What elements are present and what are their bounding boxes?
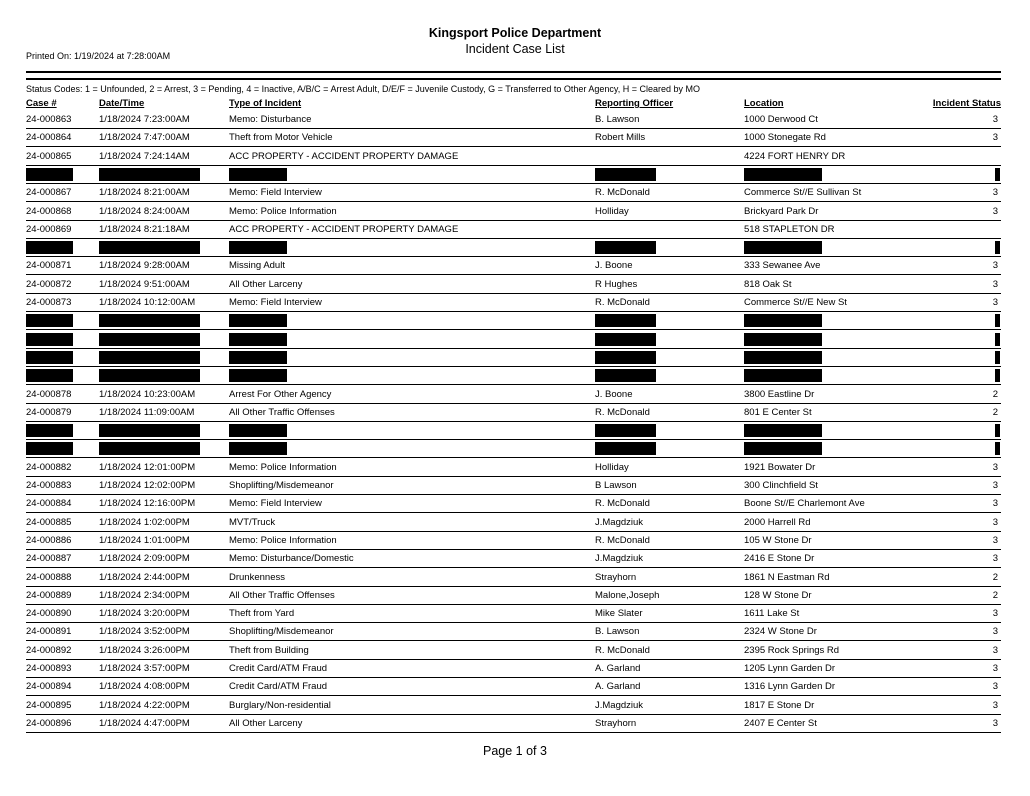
cell-type: Shoplifting/Misdemeanor [229, 626, 334, 638]
table-row [26, 532, 1001, 550]
column-header-officer: Reporting Officer [595, 98, 674, 109]
cell-status: 3 [992, 132, 998, 144]
redaction-bar [26, 369, 73, 382]
redaction-bar [595, 314, 656, 327]
cell-officer: A. Garland [595, 663, 641, 674]
status-codes-legend: Status Codes: 1 = Unfounded, 2 = Arrest, 3 = Pending, 4 = Inactive, A/B/C = Arrest Adult, D/E/F = Juvenile Custody, G = Transferred to Other Agency, H = Cleared by MO [26, 84, 701, 94]
cell-status: 3 [992, 644, 998, 656]
cell-case: 24-000893 [26, 663, 72, 674]
redaction-bar [595, 369, 656, 382]
table-row [26, 184, 1001, 202]
redaction-bar [229, 168, 287, 181]
redaction-bar [595, 442, 656, 455]
cell-officer: Mike Slater [595, 608, 643, 620]
cell-date: 1/18/2024 10:23:00AM [99, 388, 196, 400]
cell-status: 3 [992, 205, 998, 217]
redaction-bar [26, 424, 73, 437]
table-row [26, 111, 1001, 129]
redaction-bar [995, 369, 1000, 382]
cell-location: 518 STAPLETON DR [744, 223, 835, 235]
redaction-bar [26, 333, 73, 346]
cell-location: Boone St//E Charlemont Ave [744, 498, 865, 510]
redacted-row [26, 331, 1001, 349]
table-row [26, 697, 1001, 715]
cell-case: 24-000887 [26, 553, 72, 565]
cell-case: 24-000883 [26, 480, 72, 491]
cell-case: 24-000896 [26, 717, 72, 729]
cell-type: Burglary/Non-residential [229, 699, 331, 711]
redaction-bar [26, 442, 73, 455]
cell-type: Credit Card/ATM Fraud [229, 681, 328, 693]
cell-date: 1/18/2024 8:21:18AM [99, 223, 190, 235]
redaction-bar [229, 369, 287, 382]
redaction-bar [229, 424, 287, 437]
cell-status: 2 [992, 406, 998, 418]
cell-date: 1/18/2024 11:09:00AM [99, 406, 195, 418]
table-row [26, 276, 1001, 294]
header-divider-bottom [26, 78, 1001, 80]
cell-case: 24-000871 [26, 260, 72, 272]
cell-status: 3 [992, 553, 998, 565]
cell-location: 2416 E Stone Dr [744, 553, 815, 565]
cell-date: 1/18/2024 2:09:00PM [99, 553, 190, 565]
column-header-type: Type of Incident [229, 98, 302, 109]
cell-type: ACC PROPERTY - ACCIDENT PROPERTY DAMAGE [229, 223, 459, 235]
table-row [26, 550, 1001, 568]
redacted-row [26, 440, 1001, 458]
cell-location: 1611 Lake St [744, 608, 800, 620]
table-row [26, 660, 1001, 678]
cell-type: Arrest For Other Agency [229, 388, 332, 400]
cell-location: 2407 E Center St [744, 717, 817, 729]
cell-status: 3 [992, 114, 998, 125]
cell-status: 3 [992, 681, 998, 693]
cell-date: 1/18/2024 12:02:00PM [99, 480, 196, 491]
cell-status: 3 [992, 626, 998, 638]
redacted-row [26, 422, 1001, 440]
cell-case: 24-000889 [26, 589, 72, 601]
redaction-bar [595, 333, 656, 346]
redaction-bar [744, 333, 822, 346]
cell-type: Credit Card/ATM Fraud [229, 663, 328, 674]
cell-date: 1/18/2024 3:20:00PM [99, 608, 190, 620]
redaction-bar [595, 241, 656, 254]
cell-case: 24-000886 [26, 534, 72, 546]
redaction-bar [99, 369, 200, 382]
redaction-bar [229, 351, 287, 364]
cell-case: 24-000892 [26, 644, 72, 656]
redaction-bar [99, 168, 200, 181]
cell-location: 1000 Stonegate Rd [744, 132, 826, 144]
cell-officer: Holliday [595, 461, 629, 473]
cell-date: 1/18/2024 3:57:00PM [99, 663, 190, 674]
cell-case: 24-000888 [26, 571, 72, 583]
cell-type: Memo: Police Information [229, 205, 337, 217]
table-row [26, 221, 1001, 239]
redaction-bar [99, 333, 200, 346]
cell-date: 1/18/2024 2:34:00PM [99, 589, 190, 601]
cell-type: Theft from Motor Vehicle [229, 132, 333, 144]
table-row [26, 623, 1001, 641]
cell-officer: J. Boone [595, 388, 633, 400]
redaction-bar [995, 168, 1000, 181]
printed-on: Printed On: 1/19/2024 at 7:28:00AM [26, 51, 171, 61]
cell-date: 1/18/2024 4:08:00PM [99, 681, 190, 693]
cell-status: 2 [992, 571, 998, 583]
cell-location: 2000 Harrell Rd [744, 516, 811, 528]
cell-type: Theft from Yard [229, 608, 295, 620]
redacted-row [26, 367, 1001, 385]
cell-status: 3 [992, 187, 998, 199]
header-divider-top [26, 71, 1001, 73]
cell-status: 3 [992, 297, 998, 308]
redaction-bar [744, 314, 822, 327]
cell-location: 105 W Stone Dr [744, 534, 812, 546]
redaction-bar [595, 424, 656, 437]
cell-location: 818 Oak St [744, 278, 792, 290]
table-row [26, 257, 1001, 275]
redaction-bar [99, 442, 200, 455]
redaction-bar [99, 314, 200, 327]
cell-status: 2 [992, 589, 998, 601]
cell-location: 4224 FORT HENRY DR [744, 150, 846, 162]
redacted-row [26, 312, 1001, 330]
cell-type: Missing Adult [229, 260, 285, 272]
redaction-bar [744, 168, 822, 181]
cell-type: Memo: Police Information [229, 461, 337, 473]
redaction-bar [595, 168, 656, 181]
table-row [26, 404, 1001, 422]
cell-location: 1861 N Eastman Rd [744, 571, 830, 583]
cell-status: 3 [992, 717, 998, 729]
cell-date: 1/18/2024 7:47:00AM [99, 132, 190, 144]
redaction-bar [99, 351, 200, 364]
cell-type: Memo: Police Information [229, 534, 337, 546]
table-row [26, 642, 1001, 660]
cell-officer: R. McDonald [595, 406, 650, 418]
table-row [26, 148, 1001, 166]
cell-location: 300 Clinchfield St [744, 480, 818, 491]
cell-status: 3 [992, 663, 998, 674]
redaction-bar [744, 241, 822, 254]
cell-officer: A. Garland [595, 681, 641, 693]
cell-officer: B Lawson [595, 480, 637, 491]
redaction-bar [229, 442, 287, 455]
cell-officer: R. McDonald [595, 644, 650, 656]
redaction-bar [995, 424, 1000, 437]
cell-status: 3 [992, 278, 998, 290]
cell-case: 24-000894 [26, 681, 72, 693]
cell-case: 24-000885 [26, 516, 72, 528]
redacted-row [26, 349, 1001, 367]
cell-case: 24-000863 [26, 114, 72, 125]
cell-case: 24-000864 [26, 132, 72, 144]
cell-status: 2 [992, 388, 998, 400]
cell-status: 3 [992, 608, 998, 620]
cell-date: 1/18/2024 2:44:00PM [99, 571, 190, 583]
page-number: Page 1 of 3 [483, 744, 547, 758]
redaction-bar [229, 314, 287, 327]
cell-date: 1/18/2024 1:02:00PM [99, 516, 190, 528]
redaction-bar [229, 241, 287, 254]
cell-officer: Robert Mills [595, 132, 646, 144]
cell-location: Commerce St//E New St [744, 297, 847, 308]
cell-type: All Other Traffic Offenses [229, 406, 335, 418]
redaction-bar [744, 442, 822, 455]
cell-case: 24-000869 [26, 223, 72, 235]
redaction-bar [995, 314, 1000, 327]
cell-officer: Strayhorn [595, 571, 637, 583]
redaction-bar [995, 351, 1000, 364]
cell-case: 24-000867 [26, 187, 72, 199]
report-subtitle: Incident Case List [465, 42, 565, 56]
cell-location: 3800 Eastline Dr [744, 388, 815, 400]
cell-case: 24-000882 [26, 461, 72, 473]
redaction-bar [26, 351, 73, 364]
cell-location: 801 E Center St [744, 406, 812, 418]
cell-officer: J.Magdziuk [595, 553, 644, 565]
table-row [26, 514, 1001, 532]
table-row [26, 459, 1001, 477]
cell-date: 1/18/2024 3:52:00PM [99, 626, 190, 638]
cell-type: All Other Larceny [229, 278, 303, 290]
cell-officer: R. McDonald [595, 187, 650, 199]
cell-type: Memo: Field Interview [229, 297, 322, 308]
column-header-location: Location [744, 98, 784, 109]
cell-case: 24-000878 [26, 388, 72, 400]
cell-type: Drunkenness [229, 571, 285, 583]
cell-type: ACC PROPERTY - ACCIDENT PROPERTY DAMAGE [229, 150, 459, 162]
cell-officer: R. McDonald [595, 297, 650, 308]
cell-date: 1/18/2024 8:21:00AM [99, 187, 190, 199]
cell-case: 24-000891 [26, 626, 72, 638]
cell-officer: R Hughes [595, 278, 638, 290]
table-row [26, 587, 1001, 605]
cell-type: MVT/Truck [229, 516, 276, 528]
cell-type: Memo: Field Interview [229, 187, 322, 199]
cell-location: 128 W Stone Dr [744, 589, 812, 601]
cell-status: 3 [992, 461, 998, 473]
redaction-bar [595, 351, 656, 364]
cell-date: 1/18/2024 10:12:00AM [99, 297, 196, 308]
redaction-bar [744, 351, 822, 364]
redaction-bar [26, 314, 73, 327]
cell-date: 1/18/2024 3:26:00PM [99, 644, 190, 656]
column-header-case: Case # [26, 98, 57, 109]
cell-status: 3 [992, 260, 998, 272]
redaction-bar [744, 424, 822, 437]
cell-location: Brickyard Park Dr [744, 205, 819, 217]
cell-date: 1/18/2024 4:22:00PM [99, 699, 190, 711]
cell-type: Shoplifting/Misdemeanor [229, 480, 334, 491]
cell-officer: R. McDonald [595, 534, 650, 546]
cell-case: 24-000879 [26, 406, 72, 418]
cell-status: 3 [992, 534, 998, 546]
cell-officer: Strayhorn [595, 717, 637, 729]
cell-case: 24-000868 [26, 205, 72, 217]
redaction-bar [99, 424, 200, 437]
table-row [26, 569, 1001, 587]
cell-status: 3 [992, 516, 998, 528]
cell-type: Memo: Disturbance/Domestic [229, 553, 354, 565]
cell-officer: J. Boone [595, 260, 633, 272]
cell-type: All Other Larceny [229, 717, 303, 729]
table-row [26, 678, 1001, 696]
cell-officer: B. Lawson [595, 114, 640, 125]
cell-location: 333 Sewanee Ave [744, 260, 821, 272]
report-title: Kingsport Police Department [428, 26, 602, 40]
cell-date: 1/18/2024 4:47:00PM [99, 717, 190, 729]
table-row [26, 495, 1001, 513]
redaction-bar [99, 241, 200, 254]
table-row [26, 715, 1001, 733]
cell-type: Theft from Building [229, 644, 309, 656]
cell-officer: Malone,Joseph [595, 589, 660, 601]
table-row [26, 294, 1001, 312]
table-row [26, 203, 1001, 221]
cell-case: 24-000873 [26, 297, 72, 308]
cell-status: 3 [992, 498, 998, 510]
cell-date: 1/18/2024 12:01:00PM [99, 461, 196, 473]
cell-location: 1817 E Stone Dr [744, 699, 815, 711]
cell-location: 1205 Lynn Garden Dr [744, 663, 836, 674]
cell-type: All Other Traffic Offenses [229, 589, 335, 601]
cell-officer: Holliday [595, 205, 629, 217]
redaction-bar [26, 241, 73, 254]
cell-location: 1921 Bowater Dr [744, 461, 816, 473]
column-header-date: Date/Time [99, 98, 145, 109]
cell-officer: R. McDonald [595, 498, 650, 510]
cell-status: 3 [992, 480, 998, 491]
cell-officer: B. Lawson [595, 626, 640, 638]
redaction-bar [995, 442, 1000, 455]
cell-case: 24-000865 [26, 150, 72, 162]
cell-officer: J.Magdziuk [595, 516, 644, 528]
cell-case: 24-000890 [26, 608, 72, 620]
cell-location: Commerce St//E Sullivan St [744, 187, 862, 199]
redaction-bar [229, 333, 287, 346]
redacted-row [26, 166, 1001, 184]
cell-type: Memo: Field Interview [229, 498, 322, 510]
redaction-bar [744, 369, 822, 382]
table-row [26, 477, 1001, 495]
cell-date: 1/18/2024 1:01:00PM [99, 534, 190, 546]
table-row [26, 605, 1001, 623]
cell-case: 24-000895 [26, 699, 72, 711]
cell-date: 1/18/2024 7:24:14AM [99, 150, 190, 162]
redaction-bar [995, 333, 1000, 346]
cell-location: 1000 Derwood Ct [744, 114, 818, 125]
cell-officer: J.Magdziuk [595, 699, 644, 711]
cell-date: 1/18/2024 7:23:00AM [99, 114, 190, 125]
redaction-bar [26, 168, 73, 181]
redaction-bar [995, 241, 1000, 254]
column-header-status: Incident Status [932, 98, 1001, 109]
cell-type: Memo: Disturbance [229, 114, 312, 125]
cell-location: 2395 Rock Springs Rd [744, 644, 840, 656]
cell-date: 1/18/2024 9:51:00AM [99, 278, 190, 290]
table-row [26, 129, 1001, 147]
cell-case: 24-000884 [26, 498, 72, 510]
table-row [26, 386, 1001, 404]
cell-date: 1/18/2024 8:24:00AM [99, 205, 190, 217]
cell-date: 1/18/2024 9:28:00AM [99, 260, 190, 272]
cell-location: 1316 Lynn Garden Dr [744, 681, 836, 693]
redacted-row [26, 239, 1001, 257]
cell-case: 24-000872 [26, 278, 72, 290]
cell-location: 2324 W Stone Dr [744, 626, 817, 638]
cell-status: 3 [992, 699, 998, 711]
cell-date: 1/18/2024 12:16:00PM [99, 498, 196, 510]
